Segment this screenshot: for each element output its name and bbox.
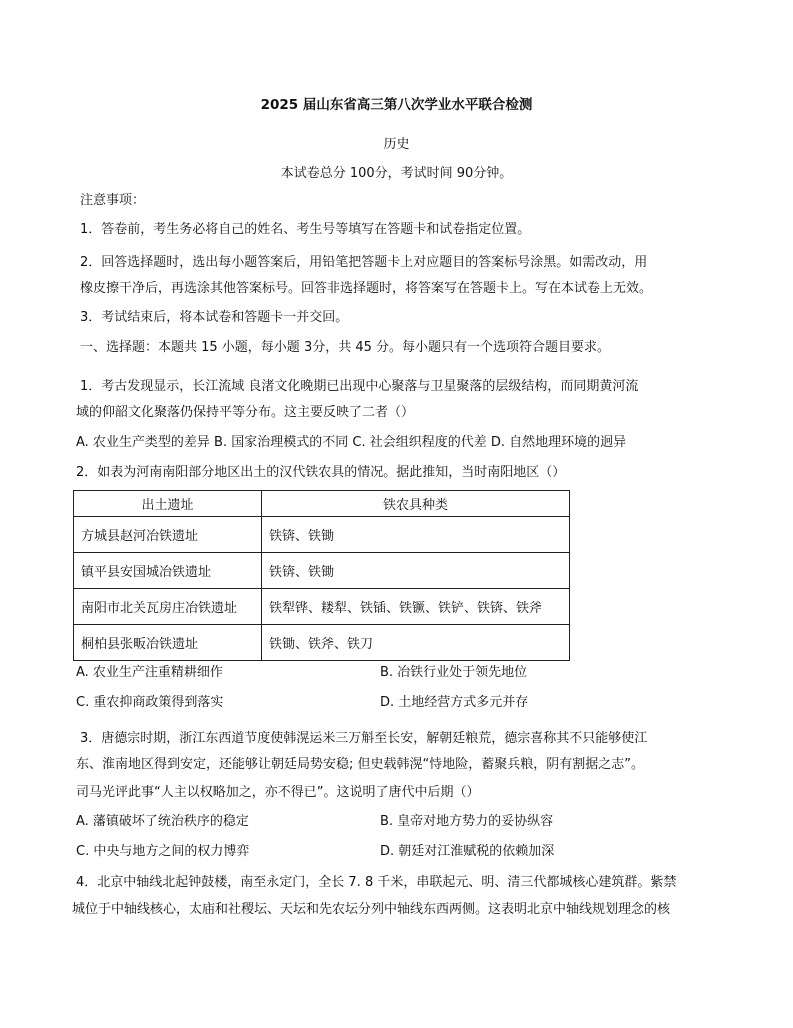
- note-item-2: 2．回答选择题时，选出每小题答案后，用铅笔把答题卡上对应题目的答案标号涂黑。如需改动，用: [80, 255, 648, 270]
- exam-title: 2025 届山东省高三第八次学业水平联合检测: [260, 97, 533, 113]
- table-header-row: [74, 491, 570, 517]
- table-cell-tools: 铁犁铧、耧犁、铁锸、铁镢、铁铲、铁锛、铁斧: [262, 589, 570, 625]
- table-cell-site: 方城县赵河冶铁遗址: [74, 517, 262, 553]
- q1-stem-line-2: 域的仰韶文化聚落仍保持平等分布。这主要反映了二者（）: [76, 405, 415, 420]
- q2-stem: 2．如表为河南南阳部分地区出土的汉代铁农具的情况。据此推知，当时南阳地区（）: [76, 465, 566, 480]
- q3-option-d: D. 朝廷对江淮赋税的依赖加深: [380, 844, 555, 859]
- q3-option-b: B. 皇帝对地方势力的妥协纵容: [380, 814, 554, 829]
- q2-option-d: D. 土地经营方式多元并存: [380, 695, 529, 710]
- table-row: [74, 625, 570, 661]
- q1-options: A. 农业生产类型的差异 B. 国家治理模式的不同 C. 社会组织程度的代差 D. 自然地理环境的迥异: [76, 435, 627, 450]
- table-header-site: 出土遗址: [74, 491, 262, 517]
- q1-stem-line-1: 1．考古发现显示，长江流域 良渚文化晚期已出现中心聚落与卫星聚落的层级结构，而同期黄河流: [80, 379, 639, 394]
- q3-stem-line-3: 司马光评此事“人主以权略加之，亦不得已”。这说明了唐代中后期（）: [76, 785, 480, 800]
- table-cell-tools: 铁锛、铁锄: [262, 517, 570, 553]
- note-item-3: 3．考试结束后，将本试卷和答题卡一并交回。: [80, 310, 349, 325]
- table-cell-site: 南阳市北关瓦房庄冶铁遗址: [74, 589, 262, 625]
- q3-option-a: A. 藩镇破坏了统治秩序的稳定: [76, 814, 249, 829]
- q2-option-c: C. 重农抑商政策得到落实: [76, 695, 224, 710]
- q2-option-a: A. 农业生产注重精耕细作: [76, 665, 223, 680]
- table-cell-site: 镇平县安国城冶铁遗址: [74, 553, 262, 589]
- section-heading: 一、选择题：本题共 15 小题，每小题 3分，共 45 分。每小题只有一个选项符合题目要求。: [80, 340, 611, 355]
- table-cell-site: 桐柏县张畈冶铁遗址: [74, 625, 262, 661]
- table-header-tools: 铁农具种类: [262, 491, 570, 517]
- table-cell-tools: 铁锄、铁斧、铁刀: [262, 625, 570, 661]
- note-item-2-cont: 橡皮擦干净后，再选涂其他答案标号。回答非选择题时，将答案写在答题卡上。写在本试卷上无效。: [80, 281, 653, 296]
- note-item-1: 1．答卷前，考生务必将自己的姓名、考生号等填写在答题卡和试卷指定位置。: [80, 222, 531, 237]
- q4-stem-line-1: 4．北京中轴线北起钟鼓楼，南至永定门，全长 7. 8 千米，串联起元、明、清三代都城核心建筑群。紫禁: [76, 875, 677, 890]
- q3-stem-line-2: 东、淮南地区得到安定，还能够让朝廷局势安稳; 但史载韩滉“恃地险，蓄聚兵粮，阴有割据之志”。: [76, 757, 644, 772]
- q3-option-c: C. 中央与地方之间的权力博弈: [76, 844, 250, 859]
- q4-stem-line-2: 城位于中轴线核心，太庙和社稷坛、天坛和先农坛分列中轴线东西两侧。这表明北京中轴线规划理念的核: [72, 902, 671, 917]
- subject-label: 历史: [383, 137, 410, 152]
- q3-stem-line-1: 3．唐德宗时期，浙江东西道节度使韩滉运米三万斛至长安，解朝廷粮荒，德宗喜称其不只能够使江: [80, 731, 648, 746]
- table-row: [74, 517, 570, 553]
- table-cell-tools: 铁锛、铁锄: [262, 553, 570, 589]
- relics-table: [73, 490, 570, 661]
- q2-option-b: B. 冶铁行业处于领先地位: [380, 665, 528, 680]
- exam-info: 本试卷总分 100分，考试时间 90分钟。: [280, 166, 513, 181]
- table-row: [74, 553, 570, 589]
- table-row: [74, 589, 570, 625]
- notes-heading: 注意事项：: [80, 193, 146, 208]
